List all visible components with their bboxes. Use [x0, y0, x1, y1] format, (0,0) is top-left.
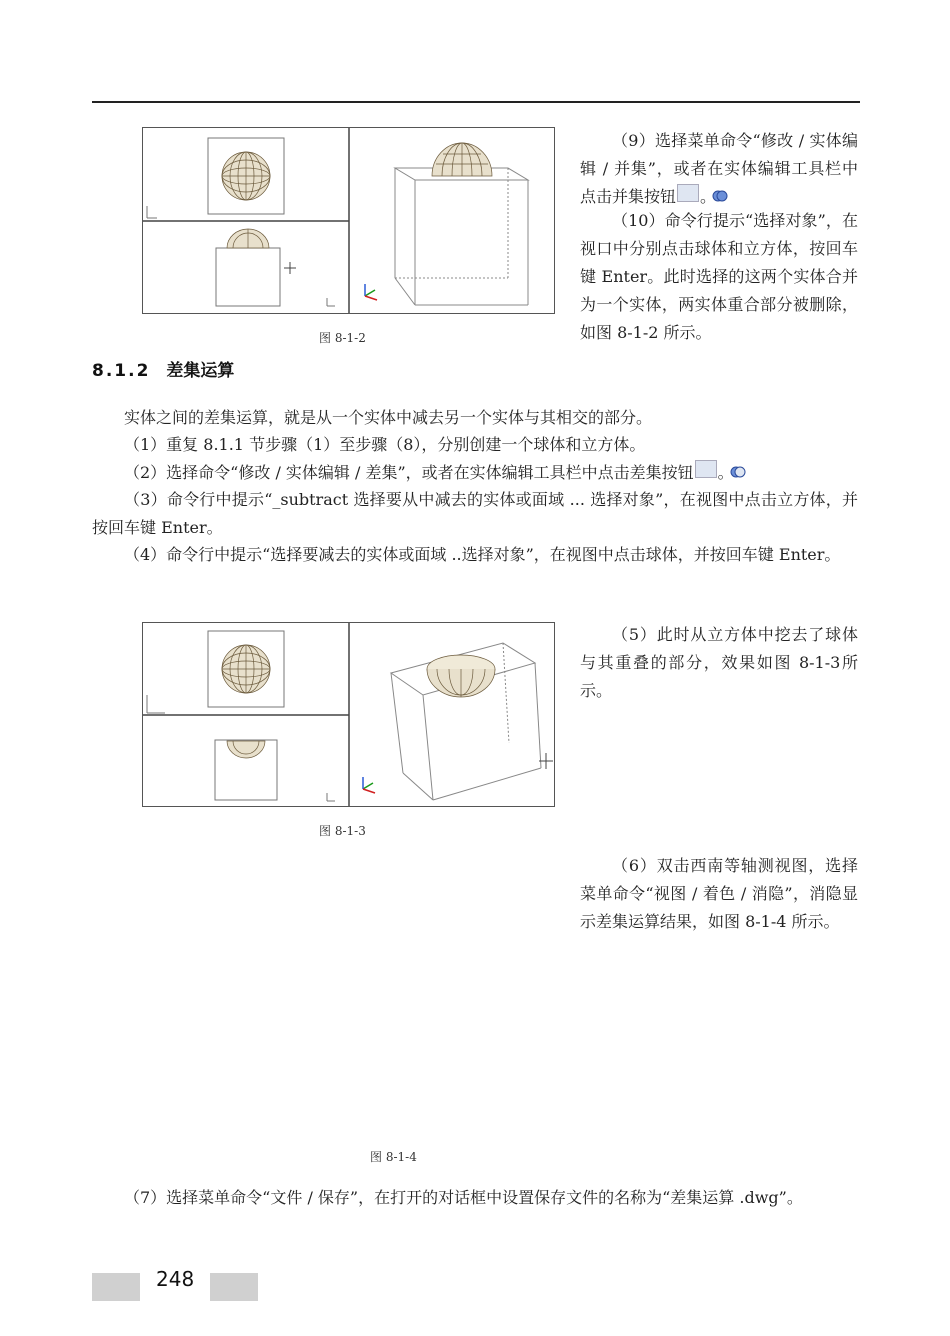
figure-caption: 图 8-1-4	[370, 1150, 417, 1164]
step-10-text: （10）命令行提示“选择对象”，在视口中分别点击球体和立方体，按回车键 Enter。此时选择的这两个实体合并为一个实体，两实体重合部分被删除，如图 8-1-2 所示。	[580, 211, 858, 342]
step-2-text: （2）选择命令“修改 / 实体编辑 / 差集”，或者在实体编辑工具栏中点击差集按钮 。	[92, 459, 858, 487]
step-6-text: （6）双击西南等轴测视图，选择菜单命令“视图 / 着色 / 消隐”，消隐显示差集运算结果，如图 8-1-4 所示。	[580, 856, 858, 931]
footer-bar-right	[210, 1273, 258, 1301]
dome-wireframe	[432, 143, 492, 176]
page-number: 248	[156, 1267, 195, 1291]
footer-bar-left	[92, 1273, 140, 1301]
step-9-main: （9）选择菜单命令“修改 / 实体编辑 / 并集”，或者在实体编辑工具栏中点击并集按钮	[580, 131, 858, 206]
viewport-layout	[143, 623, 554, 806]
step-3-text: （3）命令行中提示“_subtract 选择要从中减去的实体或面域 ... 选择对象”，在视图中点击立方体，并按回车键 Enter。	[92, 490, 858, 537]
figure-caption: 图 8-1-3	[319, 824, 366, 838]
figure-8-1-2	[142, 127, 555, 314]
header-rule	[92, 101, 860, 103]
sphere-wireframe	[222, 152, 270, 200]
section-heading	[92, 356, 234, 381]
intro-text: 实体之间的差集运算，就是从一个实体中减去另一个实体与其相交的部分。	[124, 408, 653, 427]
step-7-text: （7）选择菜单命令“文件 / 保存”，在打开的对话框中设置保存文件的名称为“差集运算 .dwg”。	[124, 1188, 803, 1207]
axis-icon	[363, 777, 375, 793]
section-title: 差集运算	[166, 361, 235, 381]
viewport-layout	[143, 128, 554, 313]
step-5-text: （5）此时从立方体中挖去了球体与其重叠的部分，效果如图 8-1-3所示。	[580, 625, 858, 700]
figure-caption: 图 8-1-2	[319, 331, 366, 345]
step-1-text: （1）重复 8.1.1 节步骤（1）至步骤（8），分别创建一个球体和立方体。	[124, 435, 646, 454]
sphere-wireframe	[222, 645, 270, 693]
union-button-icon	[677, 184, 699, 202]
section-number: 8.1.2	[92, 361, 151, 381]
axis-icon	[365, 284, 377, 300]
figure-8-1-3	[142, 622, 555, 807]
subtract-button-icon	[695, 460, 717, 478]
step-9-text: （9）选择菜单命令“修改 / 实体编辑 / 并集”，或者在实体编辑工具栏中点击并集按钮 。	[580, 131, 858, 206]
step-4-text: （4）命令行中提示“选择要减去的实体或面域 ..选择对象”，在视图中点击球体，并按回车键 Enter。	[124, 545, 841, 564]
